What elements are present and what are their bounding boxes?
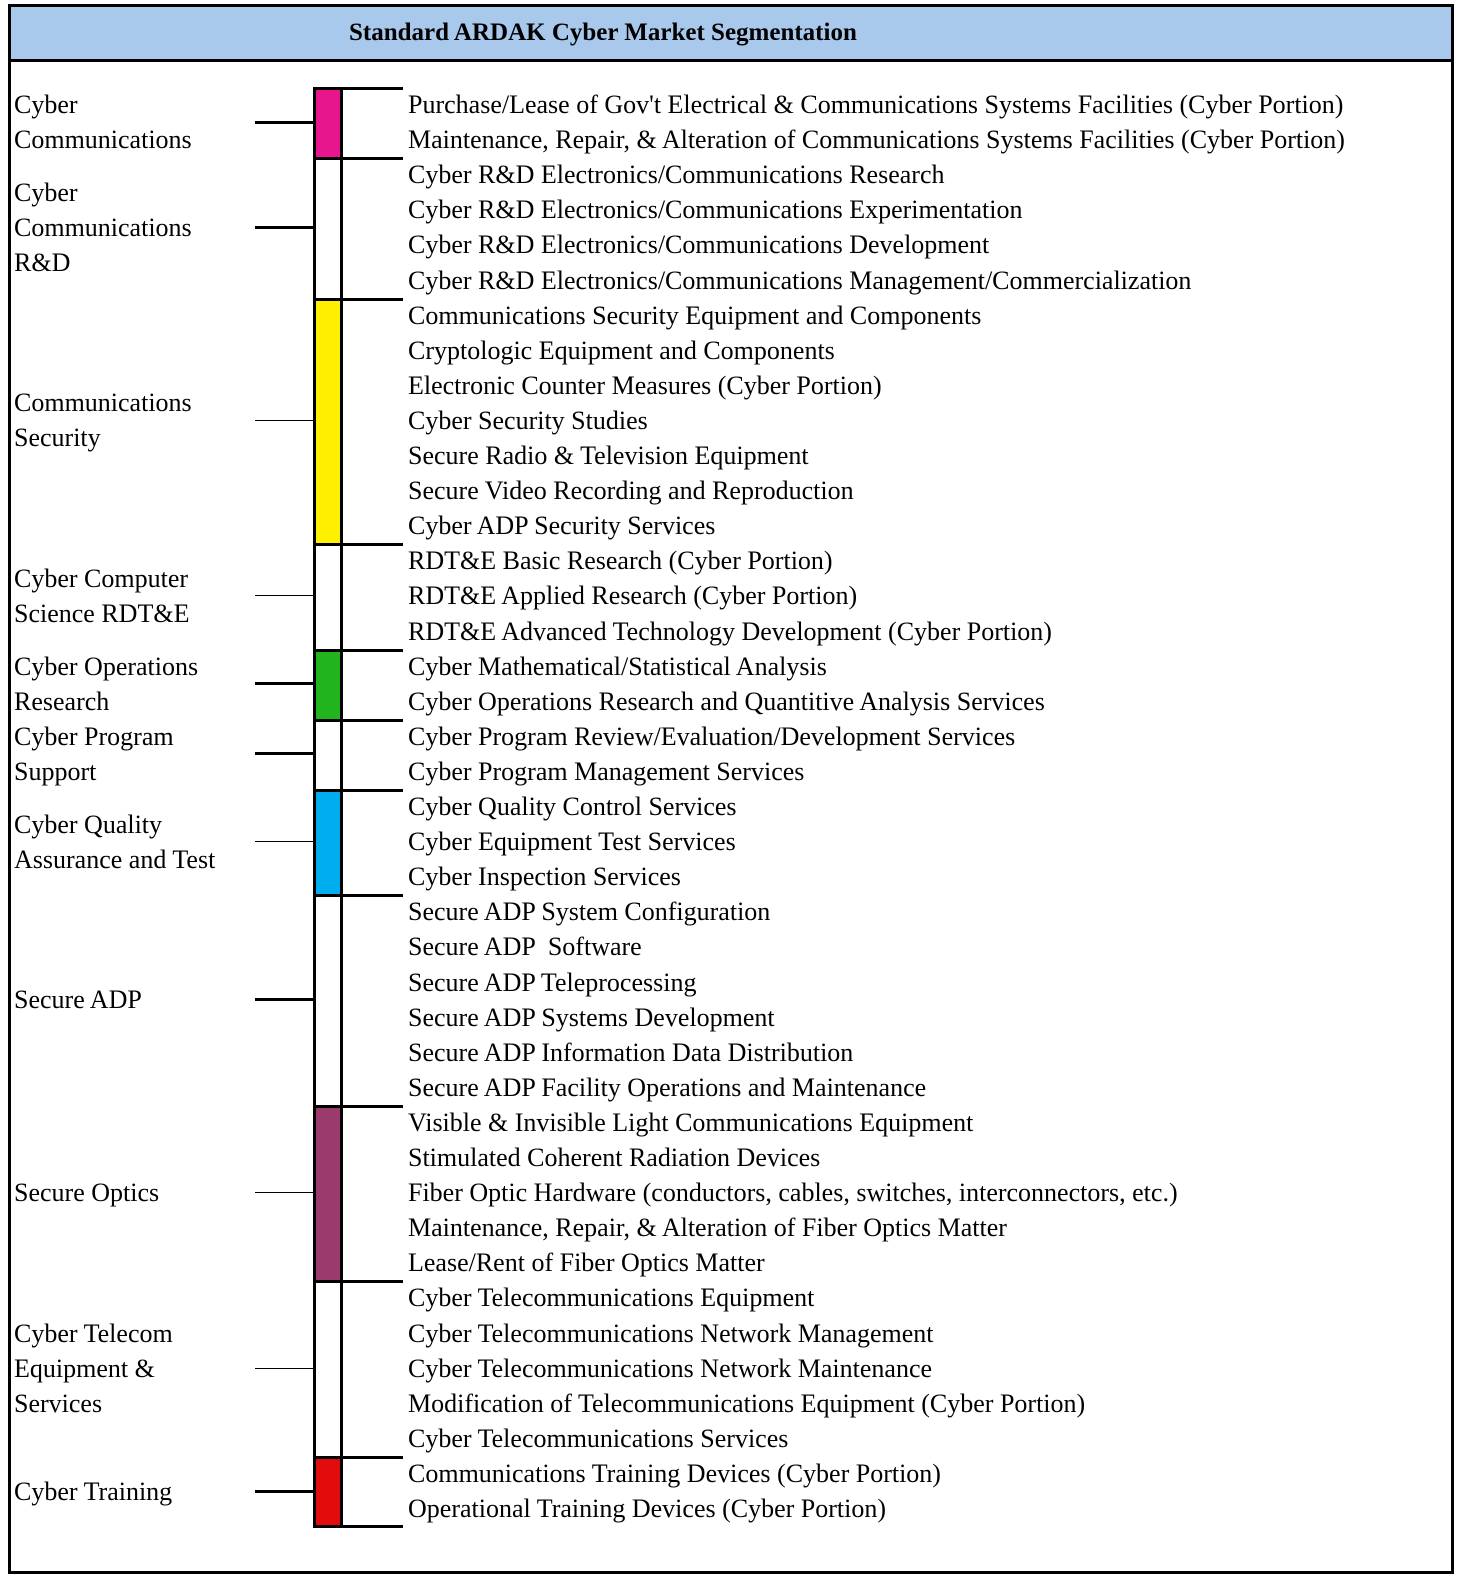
segment-label: Cyber Quality Assurance and Test	[14, 809, 216, 874]
segment-boundary	[313, 894, 403, 897]
segment-boundary	[313, 1280, 403, 1283]
segment-item: Cyber R&D Electronics/Communications Research	[408, 160, 945, 190]
segment-boundary	[313, 789, 403, 792]
segment-connector	[255, 121, 313, 124]
segment-boundary	[313, 1456, 403, 1459]
segment-connector	[255, 420, 313, 421]
segment-color-swatch	[316, 89, 340, 157]
segment-boundary	[313, 157, 403, 160]
segment-connector	[255, 841, 313, 842]
segment-item: Cyber Telecommunications Network Maintenance	[408, 1353, 933, 1383]
segment-color-swatch	[316, 791, 340, 894]
segment-item: Stimulated Coherent Radiation Devices	[408, 1143, 821, 1172]
segment-item: Electronic Counter Measures (Cyber Portion)	[408, 370, 882, 400]
segment-item: Lease/Rent of Fiber Optics Matter	[408, 1248, 765, 1278]
segment-item: RDT&E Applied Research (Cyber Portion)	[408, 581, 858, 611]
segment-color-swatch	[316, 300, 340, 544]
segment-label: Cyber Program Support	[14, 721, 174, 786]
segment-item: Cyber Telecommunications Services	[408, 1423, 789, 1453]
segment-label: Cyber Telecom Equipment & Services	[14, 1318, 173, 1418]
segment-connector	[255, 752, 313, 755]
segment-item: Cyber Operations Research and Quantitive Analysis Services	[408, 686, 1045, 716]
segment-label: Secure Optics	[14, 1178, 160, 1208]
segment-item: Secure ADP Information Data Distribution	[408, 1037, 854, 1067]
segment-item: Cyber Telecommunications Equipment	[408, 1283, 815, 1313]
segment-label: Communications Security	[14, 388, 192, 453]
segment-item: Cyber Program Review/Evaluation/Development Services	[408, 721, 1016, 751]
segment-item: Communications Security Equipment and Components	[408, 300, 982, 330]
segment-label: Cyber Training	[14, 1476, 173, 1506]
diagram-title: Standard ARDAK Cyber Market Segmentation	[11, 7, 1451, 62]
segment-item: Secure Video Recording and Reproduction	[408, 476, 854, 506]
segment-boundary	[313, 87, 403, 90]
segment-item: Secure ADP Teleprocessing	[408, 967, 697, 997]
segment-item: Secure ADP System Configuration	[408, 897, 771, 927]
segment-connector	[255, 226, 313, 229]
segment-boundary	[313, 649, 403, 652]
segment-boundary	[313, 298, 403, 301]
segment-boundary	[313, 719, 403, 722]
segment-item: Cyber Quality Control Services	[408, 792, 737, 821]
segment-connector	[255, 682, 313, 685]
segment-item: Secure ADP Systems Development	[408, 1002, 775, 1032]
segment-item: Maintenance, Repair, & Alteration of Communications Systems Facilities (Cyber Portion)	[408, 125, 1345, 155]
segment-connector	[255, 998, 313, 1001]
segment-label: Cyber Communications R&D	[14, 177, 192, 277]
segment-item: Cyber R&D Electronics/Communications Development	[408, 230, 990, 260]
segment-color-swatch	[316, 545, 340, 648]
segment-item: Secure ADP Software	[408, 932, 642, 962]
segment-item: Modification of Telecommunications Equipment (Cyber Portion)	[408, 1388, 1086, 1418]
segment-item: Communications Training Devices (Cyber Portion)	[408, 1458, 941, 1488]
segment-color-swatch	[316, 159, 340, 297]
segment-item: Cyber R&D Electronics/Communications Experimentation	[408, 195, 1023, 225]
segment-connector	[255, 595, 313, 596]
segment-item: Operational Training Devices (Cyber Portion)	[408, 1494, 887, 1523]
segment-item: RDT&E Advanced Technology Development (Cyber Portion)	[408, 616, 1052, 646]
segment-connector	[255, 1192, 313, 1193]
segment-color-swatch	[316, 721, 340, 789]
segment-label: Cyber Computer Science RDT&E	[14, 563, 190, 628]
segment-item: Cyber Telecommunications Network Management	[408, 1318, 934, 1348]
segment-item: Purchase/Lease of Gov't Electrical & Communications Systems Facilities (Cyber Portion)	[408, 90, 1344, 119]
segment-item: Cyber Security Studies	[408, 405, 648, 435]
segment-item: Cryptologic Equipment and Components	[408, 335, 835, 365]
segment-item: Visible & Invisible Light Communications Equipment	[408, 1107, 974, 1137]
segment-label: Cyber Operations Research	[14, 651, 199, 716]
segment-item: Cyber Mathematical/Statistical Analysis	[408, 651, 827, 681]
segment-item: Cyber Equipment Test Services	[408, 827, 736, 857]
segment-color-swatch	[316, 1282, 340, 1456]
segment-item: Maintenance, Repair, & Alteration of Fiber Optics Matter	[408, 1213, 1007, 1243]
segment-boundary	[313, 543, 403, 546]
column-right-border	[340, 87, 343, 1526]
segment-item: Cyber ADP Security Services	[408, 511, 716, 541]
segment-color-swatch	[316, 1107, 340, 1281]
segment-label: Cyber Communications	[14, 90, 192, 155]
segment-color-swatch	[316, 896, 340, 1105]
segment-item: Cyber R&D Electronics/Communications Management/Commercialization	[408, 265, 1192, 295]
segment-item: Cyber Inspection Services	[408, 862, 681, 892]
segment-boundary	[313, 1525, 403, 1528]
segment-color-swatch	[316, 651, 340, 719]
segment-item: Cyber Program Management Services	[408, 756, 805, 786]
segment-item: RDT&E Basic Research (Cyber Portion)	[408, 546, 833, 576]
segment-item: Secure ADP Facility Operations and Maintenance	[408, 1072, 927, 1102]
segment-item: Fiber Optic Hardware (conductors, cables, switches, interconnectors, etc.)	[408, 1178, 1178, 1208]
segment-connector	[255, 1368, 313, 1369]
segment-label: Secure ADP	[14, 985, 142, 1015]
segment-color-swatch	[316, 1458, 340, 1526]
segment-item: Secure Radio & Television Equipment	[408, 441, 809, 470]
segment-boundary	[313, 1105, 403, 1108]
segment-connector	[255, 1490, 313, 1493]
